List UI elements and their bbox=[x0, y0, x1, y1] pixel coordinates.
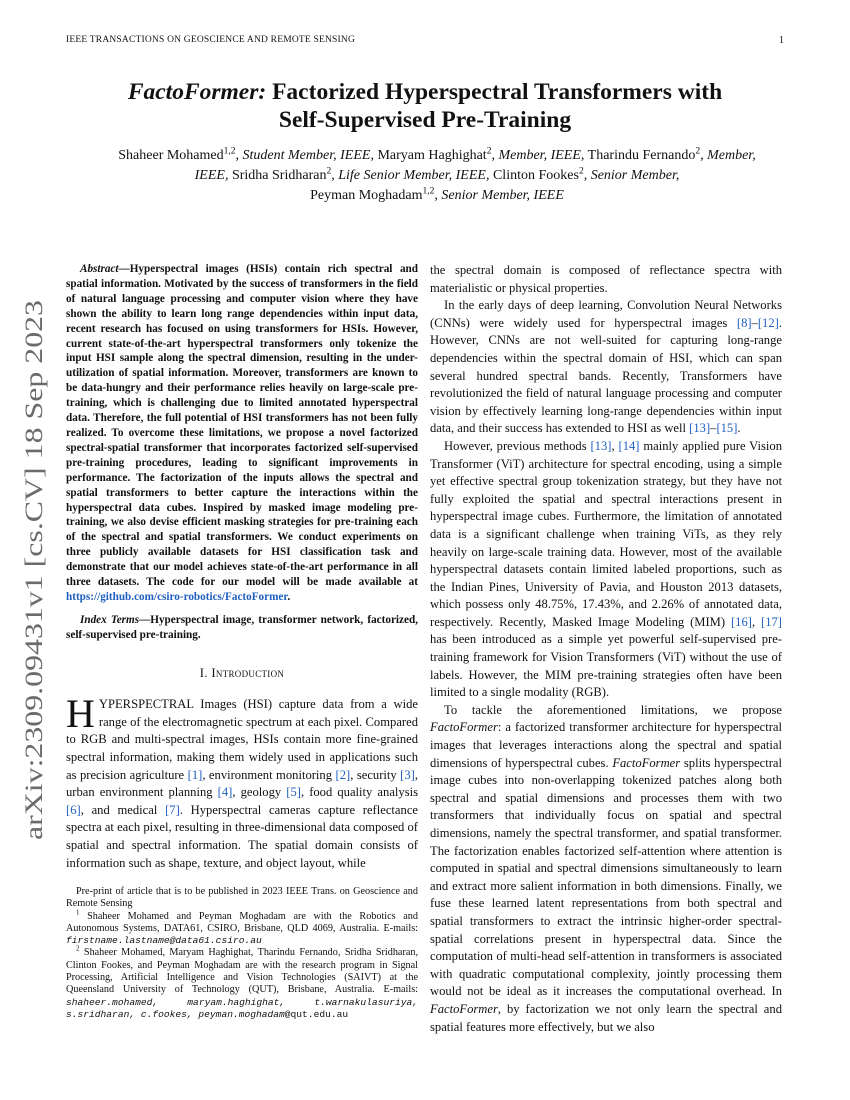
author-list: Shaheer Mohamed$^{1,2}$, Student Member, IEEE, Maryam Haghighat$^2$, Member, IEEE, Tharindu Fernando$^2$, Member, IEEE, Sridha Sridharan$^2$, Life Senior Member, IEEE, Clinton Fookes$^2$, Senior Member, Peyman Moghadam$^{1,2}$, Senior Member, IEEE bbox=[118, 146, 756, 203]
abstract bbox=[66, 262, 418, 605]
text-run: , urban environment planning bbox=[66, 767, 419, 800]
citation[interactable]: [13] bbox=[590, 438, 612, 453]
author-name: Clinton Fookes bbox=[492, 168, 579, 183]
text-run: : a factorized transformer architecture for hyperspectral images that leverages interactions along the spectral and spatial dimensions of hyperspectral cubes. bbox=[430, 720, 782, 770]
footnote-mark: 2 bbox=[76, 946, 80, 954]
citation[interactable]: [14] bbox=[618, 438, 640, 453]
text-run: . However, CNNs are not well-suited for capturing long-range dependencies within the spectral domain of HSI, which can span several hundred spectral bands. Recently, Transformers have revolutionized the field of natural language processing and computer vision by effectively learning long-range dependencies within input data, and their success has extended to HSI as well bbox=[430, 315, 782, 436]
citation[interactable]: [16] bbox=[730, 614, 752, 629]
text-run: . bbox=[737, 421, 741, 436]
footnote-email-domain: @qut.edu.au bbox=[284, 1008, 349, 1020]
author-name: Tharindu Fernando bbox=[587, 148, 696, 163]
text-run: has been introduced as a simple yet powerful self-supervised pre-training framework for Vision Transformers (ViT) without the use of labels. However, the MIM pre-training strategies often have been limited to a single modality (RGB). bbox=[430, 632, 782, 700]
model-name: FactoFormer bbox=[430, 720, 498, 735]
paper-title bbox=[90, 78, 760, 134]
author-role: Member, IEEE, bbox=[498, 148, 585, 163]
text-run: To tackle the aforementioned limitations, we propose bbox=[444, 702, 782, 717]
text-run: In the early days of deep learning, Convolution Neural Networks (CNNs) were widely used for hyperspectral images bbox=[430, 298, 782, 330]
intro-paragraph-1 bbox=[66, 691, 419, 872]
citation[interactable]: [1] bbox=[187, 767, 203, 782]
text-run: , security bbox=[350, 767, 401, 782]
text-run: – bbox=[751, 315, 758, 330]
text-run: . Hyperspectral cameras capture reflectance spectra at each pixel, resulting in three-dimensional data composed of spatial and spectral information. The spatial domain consists of information such as shape, texture, and object layout, while bbox=[66, 802, 418, 870]
right-paragraph-2 bbox=[430, 438, 782, 702]
author-name: Maryam Haghighat bbox=[377, 148, 487, 163]
author-role: Senior Member, bbox=[590, 168, 680, 183]
text-run: , by factorization we not only learn the spectral and spatial features more effectively, but we also bbox=[430, 1001, 782, 1034]
footnote-2 bbox=[66, 947, 418, 1021]
author-affil: 2 bbox=[326, 166, 332, 177]
section-numeral: I. bbox=[199, 665, 212, 680]
author-role: Student Member, IEEE, bbox=[242, 148, 374, 163]
text-run: , food quality analysis bbox=[300, 785, 418, 800]
page-number: 1 bbox=[779, 35, 784, 46]
citation[interactable]: [15] bbox=[716, 421, 738, 436]
citation[interactable]: [13] bbox=[689, 421, 711, 436]
text-run: mainly applied pure Vision Transformer (ViT) architecture for spectral encoding, using a simple yet effective spectral group tokenization strategy, but they have not fully exploited the spatial and spectral interactions present in hyperspectral image cubes. Furthermore, the limitation of annotated data is a significant challenge when training ViTs, as they rely heavily on large-scale training data. However, most of the available hyperspectral datasets contain limited labeled proportions, such as the Indian Pines, University of Pavia, and Houston 2013 datasets, which possess only 48.75%, 17.43%, and 2.26% of annotated data, respectively. Recently, Masked Image Modeling (MIM) bbox=[430, 438, 783, 629]
abstract-end: . bbox=[287, 590, 291, 603]
author-name: Shaheer Mohamed bbox=[118, 148, 224, 163]
arxiv-side-stamp bbox=[8, 295, 56, 840]
text-run: , geology bbox=[232, 785, 287, 800]
citation[interactable]: [8] bbox=[736, 315, 752, 330]
author-affil: 2 bbox=[578, 166, 584, 177]
citation[interactable]: [6] bbox=[66, 802, 81, 817]
citation[interactable]: [3] bbox=[400, 767, 415, 782]
right-paragraph-3 bbox=[430, 702, 782, 1036]
author-affil: 2 bbox=[486, 146, 492, 157]
abstract-lead: Abstract bbox=[80, 263, 119, 275]
footnote-text: Shaheer Mohamed, Maryam Haghighat, Tharindu Fernando, Sridha Sridharan, Clinton Fookes, and Peyman Moghadam are with the research program in Signal Processing, Artificial Intelligence and Vision Technologies (SAIVT) at the Queensland University of Technology (QUT), Brisbane, Australia. E-mails: bbox=[66, 947, 418, 996]
running-head: IEEE TRANSACTIONS ON GEOSCIENCE AND REMOTE SENSING bbox=[66, 35, 356, 45]
author-affil: 1,2 bbox=[422, 186, 435, 197]
title-line1-rest: Factorized Hyperspectral Transformers with bbox=[266, 79, 723, 105]
author-role: Senior Member, IEEE bbox=[441, 188, 564, 203]
text-run: YPERSPECTRAL Images (HSI) capture data from a wide range of the electromagnetic spectrum at each pixel. Compared to RGB and multi-spectral images, HSIs contain more fine-grained spectral information, making them widely used in applications such as precision agriculture bbox=[66, 697, 418, 782]
section-heading-introduction bbox=[66, 665, 418, 683]
index-terms-text: —Hyperspectral image, transformer network, factorized, self-supervised pre-training. bbox=[66, 613, 418, 641]
title-line2: Self-Supervised Pre-Training bbox=[278, 107, 572, 133]
text-run: , environment monitoring bbox=[202, 767, 336, 782]
right-paragraph-1 bbox=[430, 297, 782, 438]
text-run: , bbox=[611, 438, 619, 453]
index-terms-lead: Index Terms bbox=[80, 613, 140, 626]
text-run: , bbox=[751, 614, 762, 629]
code-link[interactable]: https://github.com/csiro-robotics/FactoFormer bbox=[66, 590, 288, 603]
text-run: – bbox=[710, 421, 717, 436]
model-name: FactoFormer bbox=[430, 1001, 498, 1016]
drop-cap: H bbox=[66, 691, 95, 737]
citation[interactable]: [2] bbox=[335, 767, 351, 782]
footnote-preprint: Pre-print of article that is to be published in 2023 IEEE Trans. on Geoscience and Remote Sensing bbox=[66, 886, 418, 910]
footnotes bbox=[66, 886, 418, 1021]
citation[interactable]: [4] bbox=[217, 785, 233, 800]
citation[interactable]: [7] bbox=[165, 802, 180, 817]
footnote-emails: shaheer.mohamed, maryam.haghighat, t.warnakulasuriya, s.sridharan, c.fookes, peyman.moghadam bbox=[66, 996, 418, 1020]
footnote-1 bbox=[66, 911, 418, 948]
citation[interactable]: [5] bbox=[286, 785, 301, 800]
author-name: Peyman Moghadam bbox=[310, 188, 423, 203]
right-paragraph-0: the spectral domain is composed of reflectance spectra with materialistic or physical properties. bbox=[430, 263, 782, 295]
section-title: Introduction bbox=[211, 665, 285, 680]
right-column bbox=[430, 262, 782, 1036]
index-terms bbox=[66, 613, 418, 643]
author-role: Member, IEEE, bbox=[194, 148, 756, 183]
citation[interactable]: [17] bbox=[761, 614, 782, 629]
left-column bbox=[66, 262, 418, 872]
text-run: However, previous methods bbox=[444, 438, 591, 453]
abstract-text: —Hyperspectral images (HSIs) contain rich spectral and spatial information. Motivated by the success of transformers in the field of natural language processing and computer vision where they have shown the ability to learn long range dependencies within input data, recent research has focused on using transformers for HSIs. However, current state-of-the-art hyperspectral transformers only tokenize the input HSI sample along the spectral dimension, resulting in the under-utilization of spatial information. Moreover, transformers are known to be data-hungry and their performance relies heavily on large-scale pre-training, which is challenging due to limited annotated hyperspectral data. Therefore, the full potential of HSI transformers has not been fully realized. To overcome these limitations, we propose a novel factorized spectral-spatial transformer that incorporates factorized self-supervised pre-training procedures, leading to significant improvements in performance. The factorization of the inputs allows the spectral and spatial transformers to better capture the interactions within the hyperspectral data cubes. Inspired by masked image modeling pre-training, we also devise efficient masking strategies for pre-training each of the spectral and spatial transformers. We conduct experiments on three publicly available datasets for HSI classification task and demonstrate that our model achieves state-of-the-art performance in all three datasets. The code for our model will be made available at bbox=[66, 263, 418, 589]
footnote-email: firstname.lastname@data61.csiro.au bbox=[66, 935, 262, 947]
author-affil: 2 bbox=[695, 146, 701, 157]
footnote-text: Shaheer Mohamed and Peyman Moghadam are with the Robotics and Autonomous Systems, DATA61, CSIRO, Brisbane, QLD 4069, Australia. E-mails: bbox=[66, 910, 418, 934]
author-affil: 1,2 bbox=[223, 146, 236, 157]
author-name: Sridha Sridharan bbox=[231, 168, 327, 183]
title-italic: FactoFormer: bbox=[127, 79, 267, 105]
text-run: , and medical bbox=[80, 802, 166, 817]
text-run: splits hyperspectral image cubes into non-overlapping tokenized patches along both spectral and spatial dimensions and processes them with two transformers that individually focus on spatial and spectral dimensions, namely the spectral transformer, and spatial transformer. The factorization enables factorized self-attention where attention is computed in spatial and spectral dimensions simultaneously to learn and extract more salient information in both dimensions. Finally, we fuse these learned latent representations from both spectral and spatial transformers to extract the intrinsic higher-order spectral-spatial correlations present in hyperspectral data. Since the computation of multi-head self-attention in transformers is associated with quadratic computational complexity, jointly processing them would not be ideal as it increases the computational overhead. In bbox=[430, 755, 782, 999]
model-name: FactoFormer bbox=[612, 755, 681, 770]
arxiv-stamp-text: arXiv:2309.09431v1 [cs.CV] 18 Sep 2023 bbox=[19, 407, 48, 840]
author-role: Life Senior Member, IEEE, bbox=[338, 168, 490, 183]
footnote-mark: 1 bbox=[76, 909, 80, 917]
citation[interactable]: [12] bbox=[757, 315, 779, 330]
